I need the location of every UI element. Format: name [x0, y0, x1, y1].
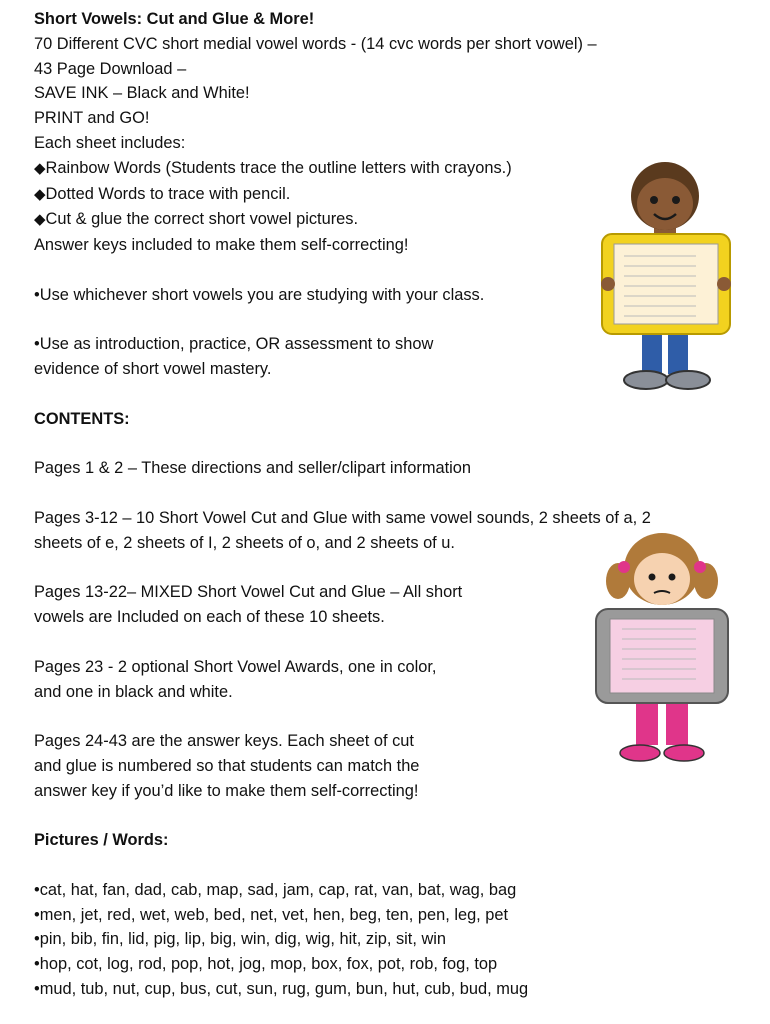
words-count-line: 70 Different CVC short medial vowel words - (14 cvc words per short vowel) –	[34, 34, 597, 53]
feature-cut-glue-text: Cut & glue the correct short vowel pictures.	[45, 210, 359, 229]
document-title: Short Vowels: Cut and Glue & More!	[34, 10, 315, 28]
tip-2-line-1: •Use as introduction, practice, OR assessment to show	[34, 335, 434, 354]
feature-dotted-text: Dotted Words to trace with pencil.	[45, 184, 291, 203]
contents-pages-24-43-line-1: Pages 24-43 are the answer keys. Each sheet of cut	[34, 732, 414, 751]
contents-pages-3-12-line-2: sheets of e, 2 sheets of I, 2 sheets of o, and 2 sheets of u.	[34, 533, 455, 552]
contents-heading: CONTENTS:	[34, 409, 130, 428]
words-heading: Pictures / Words:	[34, 831, 169, 850]
boy-hand-right	[717, 277, 731, 291]
contents-pages-24-43-line-3: answer key if you’d like to make them self-correcting!	[34, 781, 419, 800]
contents-pages-24-43-line-2: and glue is numbered so that students can match the	[34, 756, 420, 775]
words-short-i: •pin, bib, fin, lid, pig, lip, big, win, dig, wig, hit, zip, sit, win	[34, 930, 447, 949]
print-line: PRINT and GO!	[34, 109, 150, 128]
girl-bow-left	[618, 561, 630, 573]
boy-hand-left	[601, 277, 615, 291]
diamond-bullet-icon: ◆	[34, 185, 46, 203]
boy-eye-right	[672, 196, 680, 204]
save-ink-line: SAVE INK – Black and White!	[34, 84, 250, 103]
girl-bow-right	[694, 561, 706, 573]
girl-pants-left	[636, 697, 658, 745]
each-sheet-line: Each sheet includes:	[34, 133, 186, 152]
contents-pages-23-line-2: and one in black and white.	[34, 682, 233, 701]
boy-face	[637, 178, 693, 230]
boy-shoe-right	[666, 371, 710, 389]
contents-pages-23-line-1: Pages 23 - 2 optional Short Vowel Awards, one in color,	[34, 657, 437, 676]
tip-1: •Use whichever short vowels you are studying with your class.	[34, 285, 485, 304]
girl-pants-right	[666, 697, 688, 745]
contents-pages-13-22-line-2: vowels are Included on each of these 10 sheets.	[34, 608, 385, 627]
contents-pages-13-22-line-1: Pages 13-22– MIXED Short Vowel Cut and Glue – All short	[34, 583, 463, 602]
girl-eye-right	[669, 574, 676, 581]
spacer	[34, 481, 734, 506]
feature-rainbow-text: Rainbow Words (Students trace the outline letters with crayons.)	[45, 158, 512, 177]
girl-shoe-left	[620, 745, 660, 761]
boy-eye-left	[650, 196, 658, 204]
girl-face	[634, 553, 690, 605]
girl-eye-left	[649, 574, 656, 581]
contents-pages-1-2: Pages 1 & 2 – These directions and seller/clipart information	[34, 459, 472, 478]
words-short-o: •hop, cot, log, rod, pop, hot, jog, mop, box, fox, pot, rob, fog, top	[34, 955, 498, 974]
diamond-bullet-icon: ◆	[34, 211, 46, 229]
girl-shoe-right	[664, 745, 704, 761]
boy-with-worksheet-illustration	[596, 148, 736, 394]
answer-keys-line: Answer keys included to make them self-correcting!	[34, 236, 409, 255]
contents-pages-3-12-line-1: Pages 3-12 – 10 Short Vowel Cut and Glue with same vowel sounds, 2 sheets of a, 2	[34, 508, 651, 527]
words-short-a: •cat, hat, fan, dad, cab, map, sad, jam, cap, rat, van, bat, wag, bag	[34, 880, 517, 899]
girl-worksheet	[610, 619, 714, 693]
boy-shoe-left	[624, 371, 668, 389]
diamond-bullet-icon: ◆	[34, 159, 46, 177]
spacer	[34, 432, 734, 457]
tip-2-line-2: evidence of short vowel mastery.	[34, 360, 272, 379]
spacer	[34, 853, 734, 878]
girl-with-worksheet-illustration	[592, 527, 732, 765]
words-short-e: •men, jet, red, wet, web, bed, net, vet, hen, beg, ten, pen, leg, pet	[34, 905, 509, 924]
words-short-u: •mud, tub, nut, cup, bus, cut, sun, rug, gum, bun, hut, cub, bud, mug	[34, 980, 529, 999]
spacer	[34, 804, 734, 829]
download-line: 43 Page Download –	[34, 59, 187, 78]
